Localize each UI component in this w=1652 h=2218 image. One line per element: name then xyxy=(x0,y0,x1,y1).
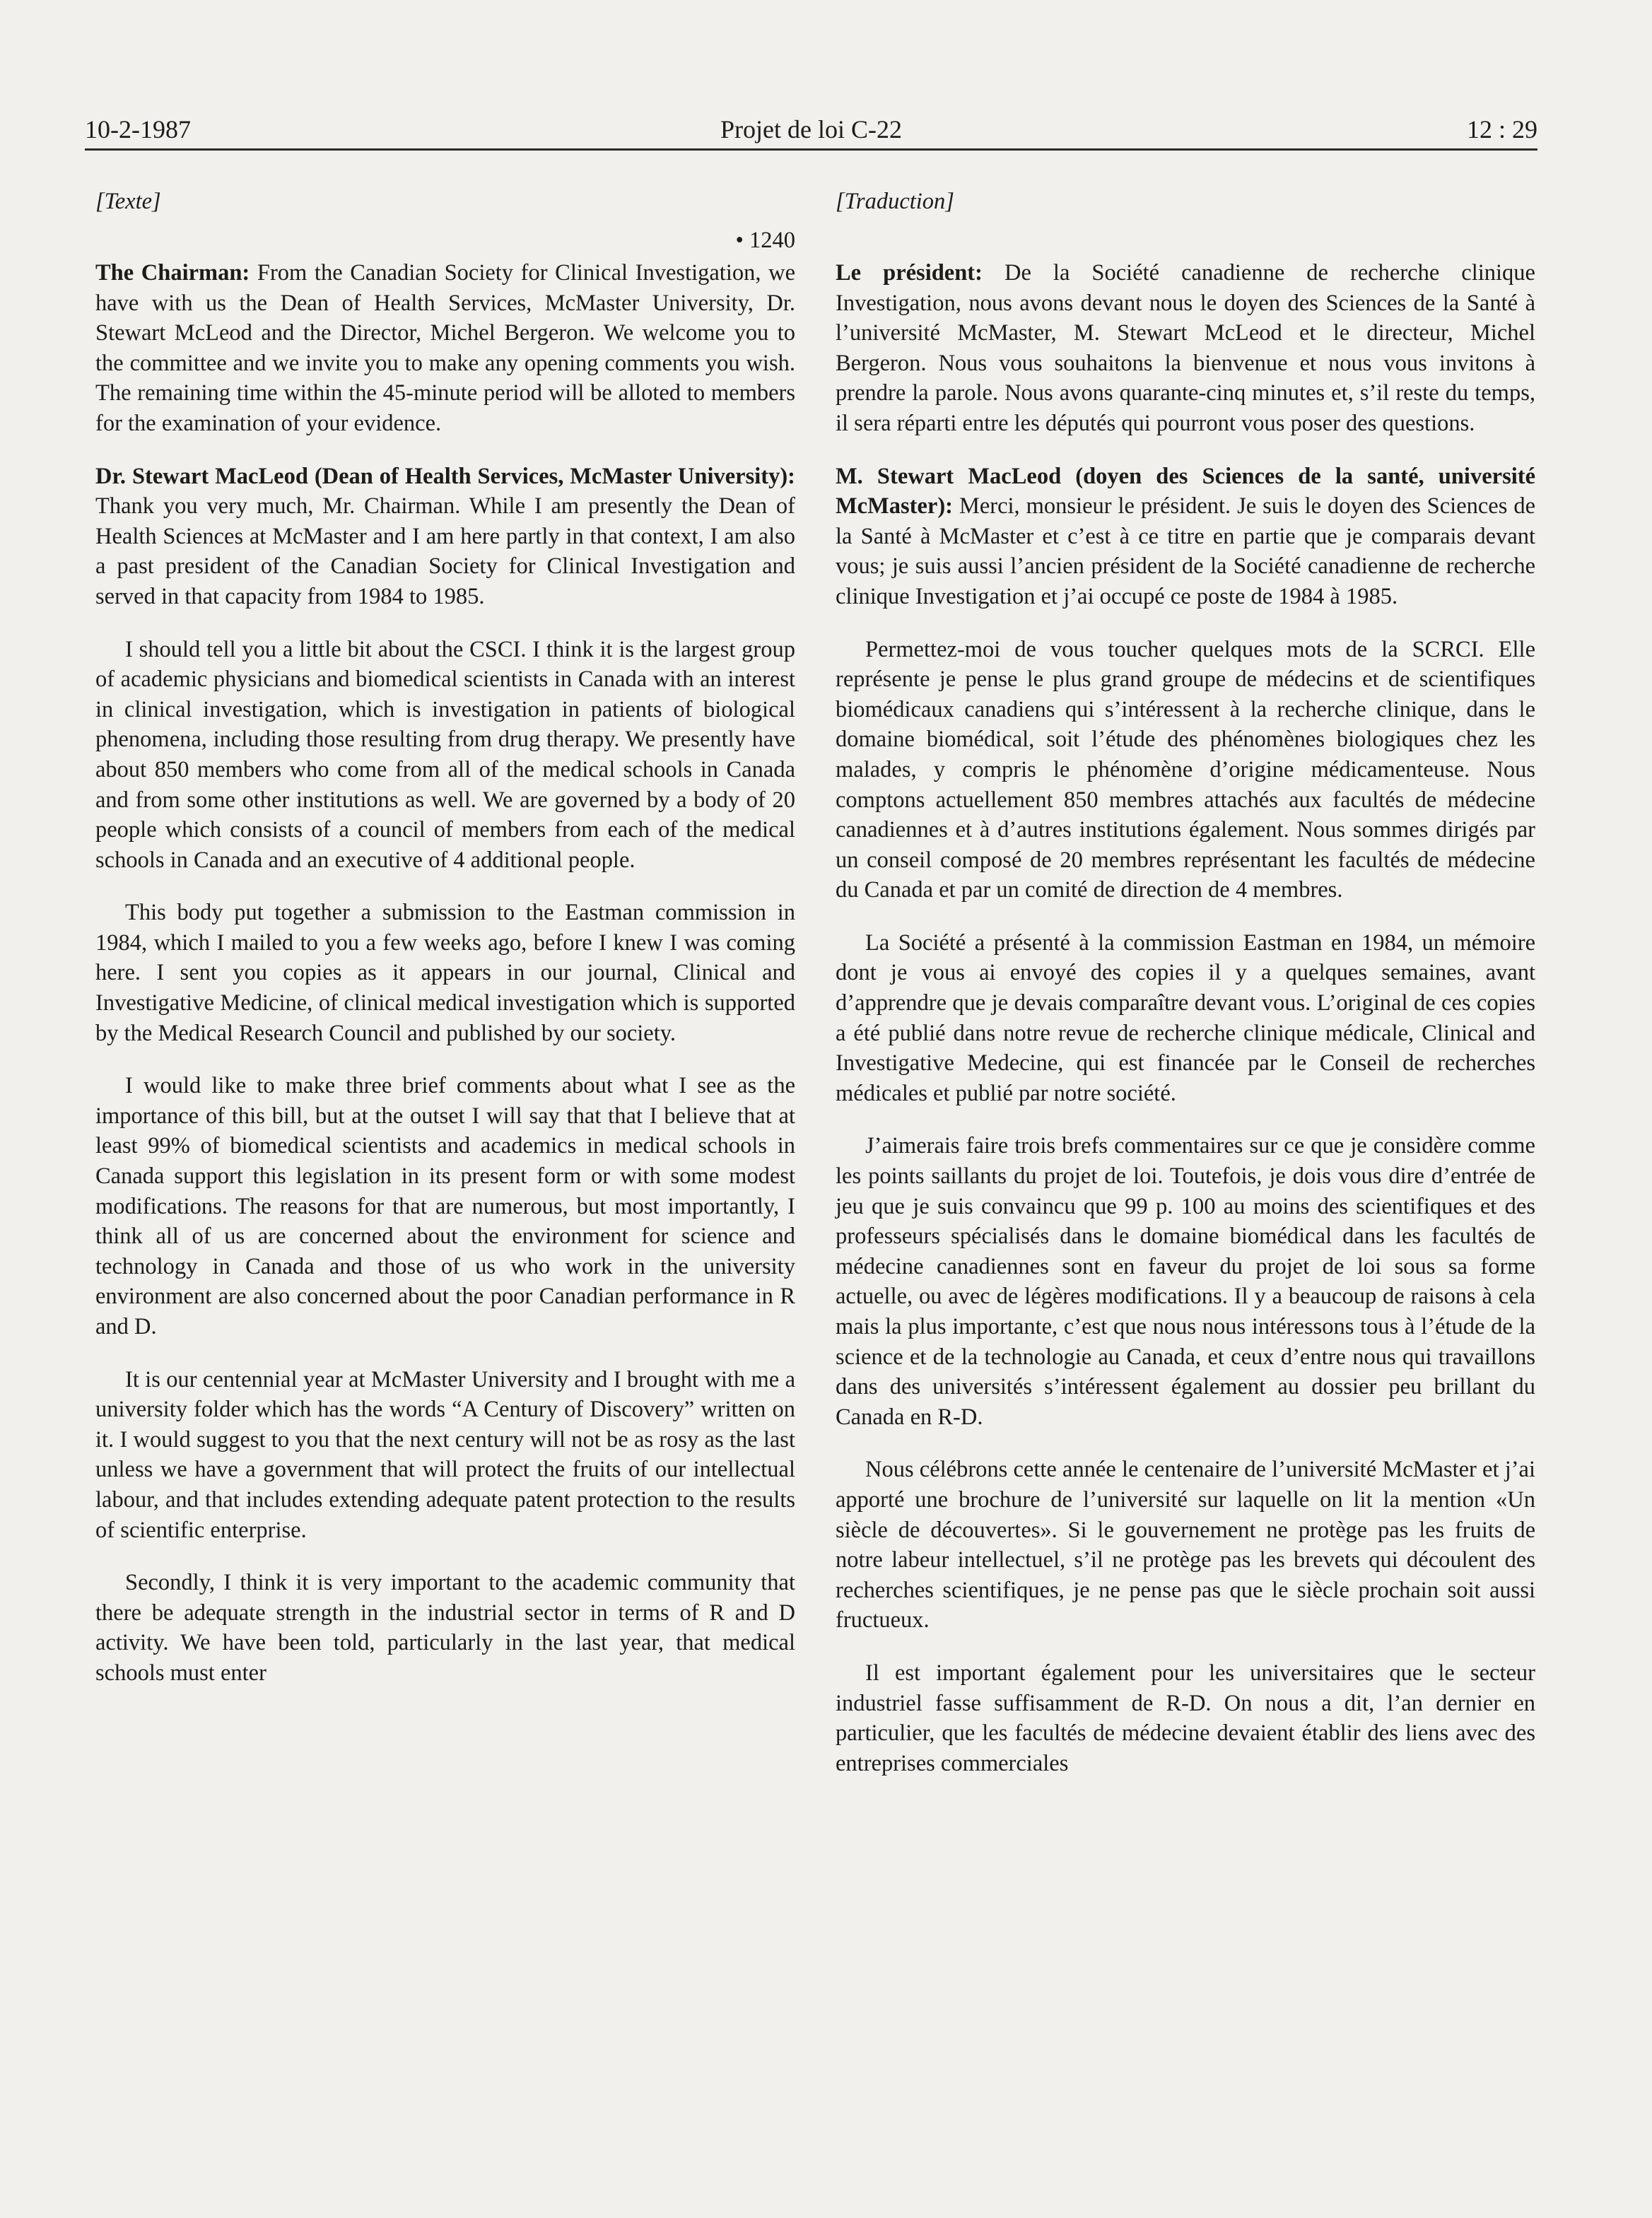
paragraph-text: Merci, monsieur le président. Je suis le doyen des Sciences de la Santé à McMaster et c’est à ce titre en partie que je comparais devant vous; je suis aussi l’ancien président de la Société canadienne de recherche clinique Investigation et j’ai occupé ce poste de 1984 à 1985. xyxy=(836,493,1535,609)
paragraph xyxy=(836,462,1535,612)
paragraph xyxy=(836,1658,1535,1778)
paragraph xyxy=(95,1071,795,1342)
paragraph xyxy=(95,462,795,612)
time-spacer xyxy=(836,223,1535,258)
paragraph-text: J’aimerais faire trois brefs commentaires sur ce que je considère comme les points saillants du projet de loi. Toutefois, je dois vous dire d’entrée de jeu que je suis convaincu que 99 p. 100 au moins des scientifiques et des professeurs spécialisés dans le domaine biomédical dans les facultés de médecine canadiennes sont en faveur du projet de loi sous sa forme actuelle, ou avec de légères modifications. Il y a beaucoup de raisons à cela mais la plus importante, c’est que nous nous intéressons tous à l’étude de la science et de la technologie au Canada, et ceux d’entre nous qui travaillons dans des universités s’intéressent également au dossier peu brillant du Canada en R-D. xyxy=(836,1133,1535,1430)
header-title: Projet de loi C-22 xyxy=(720,115,902,143)
header-date: 10-2-1987 xyxy=(85,115,191,143)
paragraph-text: La Société a présenté à la commission Eastman en 1984, un mémoire dont je vous ai envoyé des copies il y a quelques semaines, avant d’apprendre que je devais comparaître devant vous. L’original de ces copies a été publié dans notre revue de recherche clinique médicale, Clinical and Investigative Medecine, qui est financée par le Conseil de recherches médicales et publié par notre société. xyxy=(836,929,1535,1106)
speaker-name: The Chairman: xyxy=(95,260,250,286)
column-label-traduction: [Traduction] xyxy=(836,189,954,214)
paragraph-text: Nous célébrons cette année le centenaire de l’université McMaster et j’ai apporté une brochure de l’université sur laquelle on lit la mention «Un siècle de découvertes». Si le gouvernement ne protège pas les fruits de notre labeur intellectuel, s’il ne protège pas les brevets qui découlent des recherches scientifiques, je ne pense pas que le siècle prochain soit aussi fructueux. xyxy=(836,1457,1535,1633)
speaker-name: Dr. Stewart MacLeod (Dean of Health Services, McMaster University): xyxy=(95,463,795,489)
paragraph xyxy=(95,635,795,876)
time-marker: • 1240 xyxy=(735,228,795,253)
paragraph-text: Thank you very much, Mr. Chairman. While I am presently the Dean of Health Sciences at McMaster and I am here partly in that context, I am also a past president of the Canadian Society for Clinical Investigation and served in that capacity from 1984 to 1985. xyxy=(95,493,795,609)
paragraph-text: De la Société canadienne de recherche clinique Investigation, nous avons devant nous le doyen des Sciences de la Santé à l’université McMaster, M. Stewart McLeod et le directeur, Michel Bergeron. Nous vous souhaitons la bienvenue et nous vous invitons à prendre la parole. Nous avons quarante-cinq minutes et, s’il reste du temps, il sera réparti entre les députés qui pourront vous poser des questions. xyxy=(836,260,1535,436)
paragraph-text: It is our centennial year at McMaster University and I brought with me a university folder which has the words “A Century of Discovery” written on it. I would suggest to you that the next century will not be as rosy as the last unless we have a government that will protect the fruits of our intellectual labour, and that includes extending adequate patent protection to the results of scientific enterprise. xyxy=(95,1366,795,1543)
paragraph xyxy=(95,1568,795,1688)
header-page-number: 12 : 29 xyxy=(1466,115,1537,143)
paragraph xyxy=(95,258,795,439)
english-column xyxy=(95,180,795,1711)
page-header xyxy=(85,106,1537,151)
paragraph-text: From the Canadian Society for Clinical Investigation, we have with us the Dean of Health Services, McMaster University, Dr. Stewart McLeod and the Director, Michel Bergeron. We welcome you to the committee and we invite you to make any opening comments you wish. The remaining time within the 45-minute period will be alloted to members for the examination of your evidence. xyxy=(95,260,795,436)
paragraph xyxy=(95,1365,795,1546)
paragraph-text: Secondly, I think it is very important to the academic community that there be adequate strength in the industrial sector in terms of R and D activity. We have been told, particularly in the last year, that medical schools must enter xyxy=(95,1570,795,1686)
paragraph xyxy=(836,1131,1535,1432)
paragraph-text: Permettez-moi de vous toucher quelques mots de la SCRCI. Elle représente je pense le plus grand groupe de médecins et de scientifiques biomédicaux canadiens qui s’intéressent à la recherche clinique, dans le domaine biomédical, soit l’étude des phénomènes biologiques chez les malades, y compris le phénomène d’origine médicamenteuse. Nous comptons actuellement 850 membres attachés aux facultés de médecine canadiennes et à d’autres institutions également. Nous sommes dirigés par un conseil composé de 20 membres représentant les facultés de médecine du Canada et par un comité de direction de 4 membres. xyxy=(836,636,1535,903)
speaker-name: M. Stewart MacLeod (doyen des Sciences de la santé, université McMaster): xyxy=(836,463,1535,520)
paragraph xyxy=(836,1455,1535,1636)
paragraph-text: I should tell you a little bit about the CSCI. I think it is the largest group of academic physicians and biomedical scientists in Canada with an interest in clinical investigation, which is investigation in patients of biological phenomena, including those resulting from drug therapy. We presently have about 850 members who come from all of the medical schools in Canada and from some other institutions as well. We are governed by a body of 20 people which consists of a council of members from each of the medical schools in Canada and an executive of 4 additional people. xyxy=(95,636,795,873)
paragraph xyxy=(836,635,1535,905)
paragraph xyxy=(95,898,795,1048)
speaker-name: Le président: xyxy=(836,260,983,286)
paragraph-text: I would like to make three brief comments about what I see as the importance of this bill, but at the outset I will say that that I believe that at least 99% of biomedical scientists and academics in medical schools in Canada support this legislation in its present form or with some modest modifications. The reasons for that are numerous, but most importantly, I think all of us are concerned about the environment for science and technology in Canada and those of us who work in the university environment are also concerned about the poor Canadian performance in R and D. xyxy=(95,1073,795,1339)
french-column xyxy=(836,180,1535,1801)
paragraph xyxy=(836,928,1535,1109)
paragraph-text: Il est important également pour les universitaires que le secteur industriel fasse suffisamment de R-D. On nous a dit, l’an dernier en particulier, que les facultés de médecine devaient établir des liens avec des entreprises commerciales xyxy=(836,1660,1535,1776)
paragraph-text: This body put together a submission to the Eastman commission in 1984, which I mailed to you a few weeks ago, before I knew I was coming here. I sent you copies as it appears in our journal, Clinical and Investigative Medicine, of clinical medical investigation which is supported by the Medical Research Council and published by our society. xyxy=(95,900,795,1046)
column-label-texte: [Texte] xyxy=(95,189,161,214)
paragraph xyxy=(836,258,1535,439)
